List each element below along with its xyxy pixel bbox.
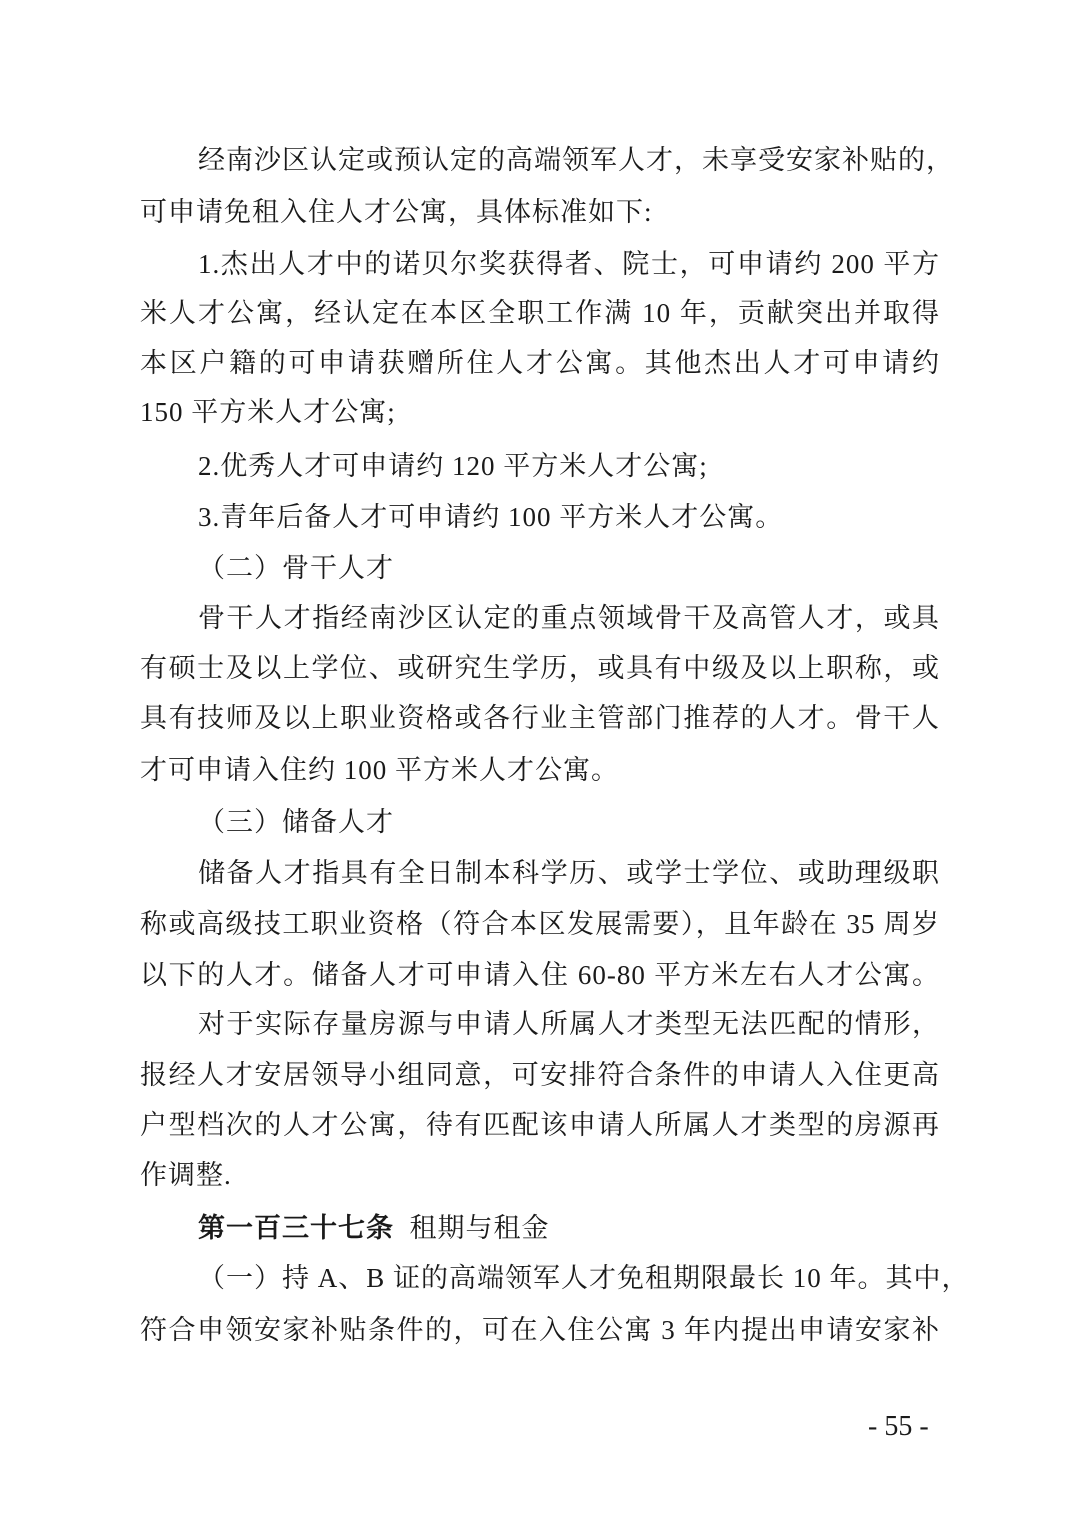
line-text: 符合申领安家补贴条件的，可在入住公寓 3 年内提出申请安家补	[140, 1315, 940, 1345]
line-text: （二）骨干人才	[198, 553, 394, 583]
line-text: 2.优秀人才可申请约 120 平方米人才公寓;	[198, 451, 708, 481]
article-heading	[198, 1211, 940, 1245]
line-text: 第一百三十七条	[198, 1213, 394, 1243]
text-line	[198, 601, 940, 635]
text-line	[140, 395, 940, 429]
text-line	[140, 958, 940, 992]
line-text: （三）储备人才	[198, 807, 394, 837]
page-number: - 55 -	[868, 1411, 929, 1442]
text-line	[140, 753, 940, 787]
line-text: 本区户籍的可申请获赠所住人才公寓。其他杰出人才可申请约	[140, 348, 940, 378]
line-text: 骨干人才指经南沙区认定的重点领域骨干及高管人才，或具	[198, 603, 940, 633]
text-line	[140, 1158, 940, 1192]
text-line	[198, 1007, 940, 1041]
text-line	[140, 1108, 940, 1142]
line-text: 3.青年后备人才可申请约 100 平方米人才公寓。	[198, 502, 784, 532]
text-line	[140, 651, 940, 685]
line-text: 150 平方米人才公寓;	[140, 397, 396, 427]
line-text: 具有技师及以上职业资格或各行业主管部门推荐的人才。骨干人	[140, 703, 940, 733]
text-line	[198, 449, 940, 483]
line-text: 以下的人才。储备人才可申请入住 60-80 平方米左右人才公寓。	[140, 960, 940, 990]
line-text: 可申请免租入住人才公寓，具体标准如下:	[140, 197, 653, 227]
line-text: 经南沙区认定或预认定的高端领军人才，未享受安家补贴的，	[198, 145, 954, 175]
line-text: 报经人才安居领导小组同意，可安排符合条件的申请人入住更高	[140, 1060, 940, 1090]
article-title: 租期与租金	[394, 1213, 550, 1243]
text-line	[198, 143, 954, 177]
line-text: 1.杰出人才中的诺贝尔奖获得者、院士，可申请约 200 平方	[198, 249, 940, 279]
line-text: 米人才公寓，经认定在本区全职工作满 10 年，贡献突出并取得	[140, 298, 940, 328]
text-line	[140, 346, 940, 380]
text-line	[140, 907, 940, 941]
text-line	[198, 1261, 970, 1295]
text-line	[140, 1313, 940, 1347]
text-line	[198, 805, 940, 839]
line-text: 对于实际存量房源与申请人所属人才类型无法匹配的情形，	[198, 1009, 940, 1039]
text-line	[198, 551, 940, 585]
text-line	[140, 296, 940, 330]
text-line	[198, 500, 940, 534]
line-text: 储备人才指具有全日制本科学历、或学士学位、或助理级职	[198, 858, 940, 888]
line-text: 作调整.	[140, 1160, 232, 1190]
text-line	[140, 195, 940, 229]
line-text: 称或高级技工职业资格（符合本区发展需要），且年龄在 35 周岁	[140, 909, 940, 939]
text-line	[198, 247, 940, 281]
text-line	[140, 1058, 940, 1092]
line-text: 有硕士及以上学位、或研究生学历，或具有中级及以上职称，或	[140, 653, 940, 683]
line-text: （一）持 A、B 证的高端领军人才免租期限最长 10 年。其中，	[198, 1263, 970, 1293]
text-line	[198, 856, 940, 890]
line-text: 户型档次的人才公寓，待有匹配该申请人所属人才类型的房源再	[140, 1110, 940, 1140]
text-line	[140, 701, 940, 735]
line-text: 才可申请入住约 100 平方米人才公寓。	[140, 755, 619, 785]
